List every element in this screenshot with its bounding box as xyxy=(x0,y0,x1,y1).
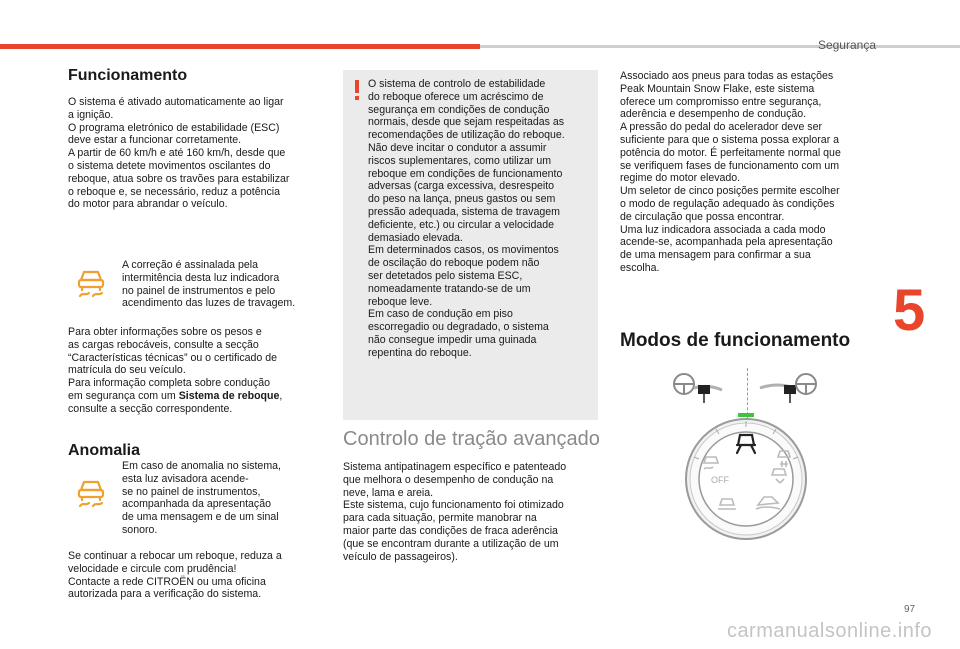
dial-off-label: OFF xyxy=(711,475,729,485)
traction-heading: Controlo de tração avançado xyxy=(343,428,600,450)
mode-selector-dial-icon xyxy=(680,411,812,543)
info-paragraph xyxy=(68,326,330,416)
header-rule xyxy=(480,45,960,48)
trailer-anomaly-icon xyxy=(74,476,108,510)
indicator-description: A correção é assinalada pela intermitência desta luz indicadora no painel de instrumentos e pelo acendimento das luzes de travagem. xyxy=(122,259,296,310)
info-bold-link: Sistema de reboque xyxy=(178,389,280,402)
info-tail: , consulte a secção correspondente. xyxy=(68,389,283,415)
traction-body: Sistema antipatinagem específico e patenteado que melhora o desempenho de condução na neve, lama e areia. Este sistema, cujo funcionamento foi otimizado para cada situação, permite manobrar na maior parte das condições de fraca aderência (que se encontram durante a utilização de um veículo de passageiros). xyxy=(343,461,567,563)
header-accent-bar xyxy=(0,44,480,49)
funcionamento-heading: Funcionamento xyxy=(68,67,188,84)
warning-note-text: O sistema de controlo de estabilidade do reboque oferece um acréscimo de segurança em condições de condução normais, desde que sejam respeitadas as recomendações de utilização do reboque. Não deve incitar o condutor a assumir riscos suplementares, como utilizar um reboque em condições de funcionamento adversas (carga excessiva, desrespeito do peso na lança, pneus gastos ou sem pressão adequada, sistema de travagem deficiente, etc.) ou circular a velocidade demasiado elevada. Em determinados casos, os movimentos de oscilação do reboque podem não ser detetados pelo sistema ESC, nomeadamente tratando-se de um reboque leve. Em caso de condução em piso escorregadio ou degradado, o sistema não consegue impedir uma guinada repentina do reboque. xyxy=(368,78,565,359)
warning-exclamation-icon xyxy=(352,80,362,100)
funcionamento-body: O sistema é ativado automaticamente ao ligar a ignição. O programa eletrónico de estabilidade (ESC) deve estar a funcionar corretamente. A partir de 60 km/h e até 160 km/h, desde que o sistema detete movimentos oscilantes do reboque, atua sobre os travões para estabilizar o reboque e, se necessário, reduz a potência do motor para abrandar o veículo. xyxy=(68,96,290,211)
info-text: Para obter informações sobre os pesos e as cargas rebocáveis, consulte a secção “Características técnicas” ou o certificado de matrícula do seu veículo. Para informação completa sobre condução em segurança com um xyxy=(68,326,278,402)
anomalia-heading: Anomalia xyxy=(68,442,141,459)
closing-text: Se continuar a rebocar um reboque, reduza a velocidade e circule com prudência! Contacte a rede CITROËN ou uma oficina autorizada para a verificação do sistema. xyxy=(68,550,282,601)
intro-text: Associado aos pneus para todas as estações Peak Mountain Snow Flake, este sistema oferece um compromisso entre segurança, aderência e desempenho de condução. A pressão do pedal do acelerador deve ser suficiente para que o sistema possa explorar a potência do motor. É perfeitamente normal que se verifiquem fases de funcionamento com um regime do motor elevado. Um seletor de cinco posições permite escolher o modo de regulação adequado às condições de circulação que possa encontrar. Uma luz indicadora associada a cada modo acende-se, acompanhada pela apresentação de uma mensagem para confirmar a sua escolha. xyxy=(620,70,841,274)
steering-wheel-right-icon xyxy=(754,372,822,406)
section-title: Segurança xyxy=(817,38,876,52)
page-number: 97 xyxy=(904,604,916,615)
chapter-number: 5 xyxy=(893,278,926,343)
watermark: carmanualsonline.info xyxy=(726,620,932,642)
anomalia-description: Em caso de anomalia no sistema, esta luz avisadora acende- se no painel de instrumentos, acompanhada da apresentação de uma mensagem e de um sinal sonoro. xyxy=(122,460,281,536)
trailer-sway-indicator-icon xyxy=(74,266,108,300)
steering-wheel-left-icon xyxy=(668,372,732,406)
modes-heading: Modos de funcionamento xyxy=(620,330,851,351)
